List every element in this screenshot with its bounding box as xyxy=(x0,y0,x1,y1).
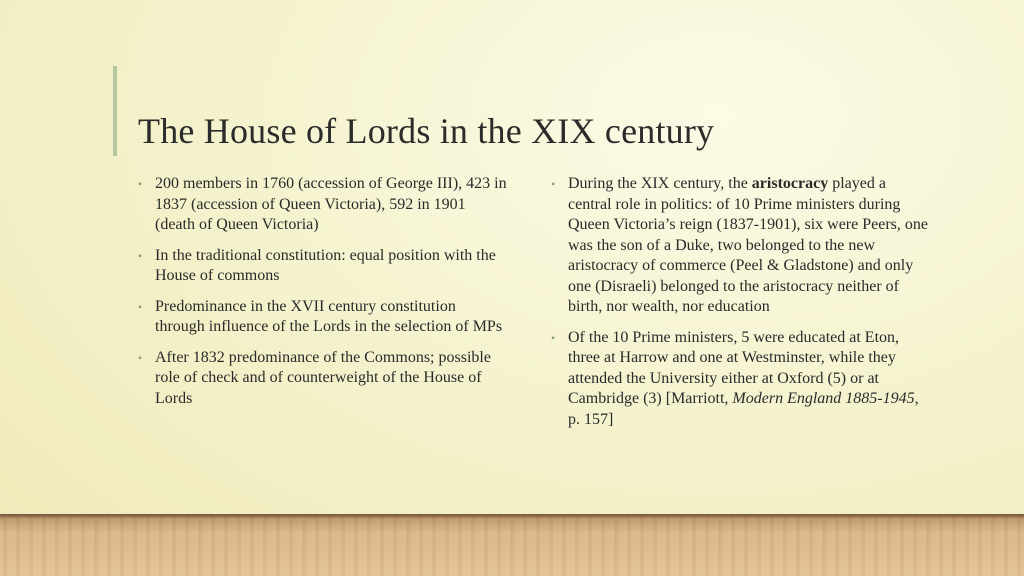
bullet-text-bold: aristocracy xyxy=(751,175,829,192)
wooden-floor-decoration xyxy=(0,514,1024,576)
bullet-text-pre: Of the 10 Prime ministers, 5 were educated at Eton, three at Harrow and one at Westminster, while they attended the University either at Oxford (5) or at Cambridge (3) [Marriott, xyxy=(568,328,900,407)
bullet-text-pre: During the XIX century, the xyxy=(568,175,752,192)
bullet-dot-icon: • xyxy=(138,177,143,191)
left-column xyxy=(138,174,508,419)
bullet-item xyxy=(551,174,931,318)
right-column xyxy=(551,174,931,440)
bullet-text: After 1832 predominance of the Commons; possible role of check and of counterweight of the House of Lords xyxy=(155,348,491,407)
bullet-item xyxy=(138,174,508,236)
bullet-text-post: , p. 157] xyxy=(568,390,919,428)
title-accent-bar xyxy=(113,66,117,156)
bullet-item xyxy=(138,348,508,410)
bullet-dot-icon: • xyxy=(551,330,556,345)
bullet-text-post: played a central role in politics: of 10 Prime ministers during Queen Victoria’s reign (1837-1901), six were Peers, one was the son of a Duke, two belonged to the new aristocracy of commerce (Peel & Gladstone) and only one (Disraeli) belonged to the aristocracy neither of birth, nor wealth, nor education xyxy=(568,175,928,315)
bullet-text: Predominance in the XVII century constitution through influence of the Lords in the selection of MPs xyxy=(155,297,503,335)
bullet-dot-icon: • xyxy=(138,350,143,365)
bullet-dot-icon: • xyxy=(551,177,556,191)
bullet-text: 200 members in 1760 (accession of George III), 423 in 1837 (accession of Queen Victoria), 592 in 1901 (death of Queen Victoria) xyxy=(155,175,507,233)
bullet-item xyxy=(138,246,508,287)
slide-title: The House of Lords in the XIX century xyxy=(138,111,715,151)
bullet-text-italic: Modern England 1885-1945 xyxy=(732,390,915,407)
bullet-dot-icon: • xyxy=(138,248,143,263)
bullet-dot-icon: • xyxy=(138,299,143,314)
bullet-item xyxy=(551,328,931,431)
bullet-item xyxy=(138,297,508,338)
bullet-text: In the traditional constitution: equal position with the House of commons xyxy=(155,246,496,284)
floor-grain xyxy=(0,518,1024,576)
